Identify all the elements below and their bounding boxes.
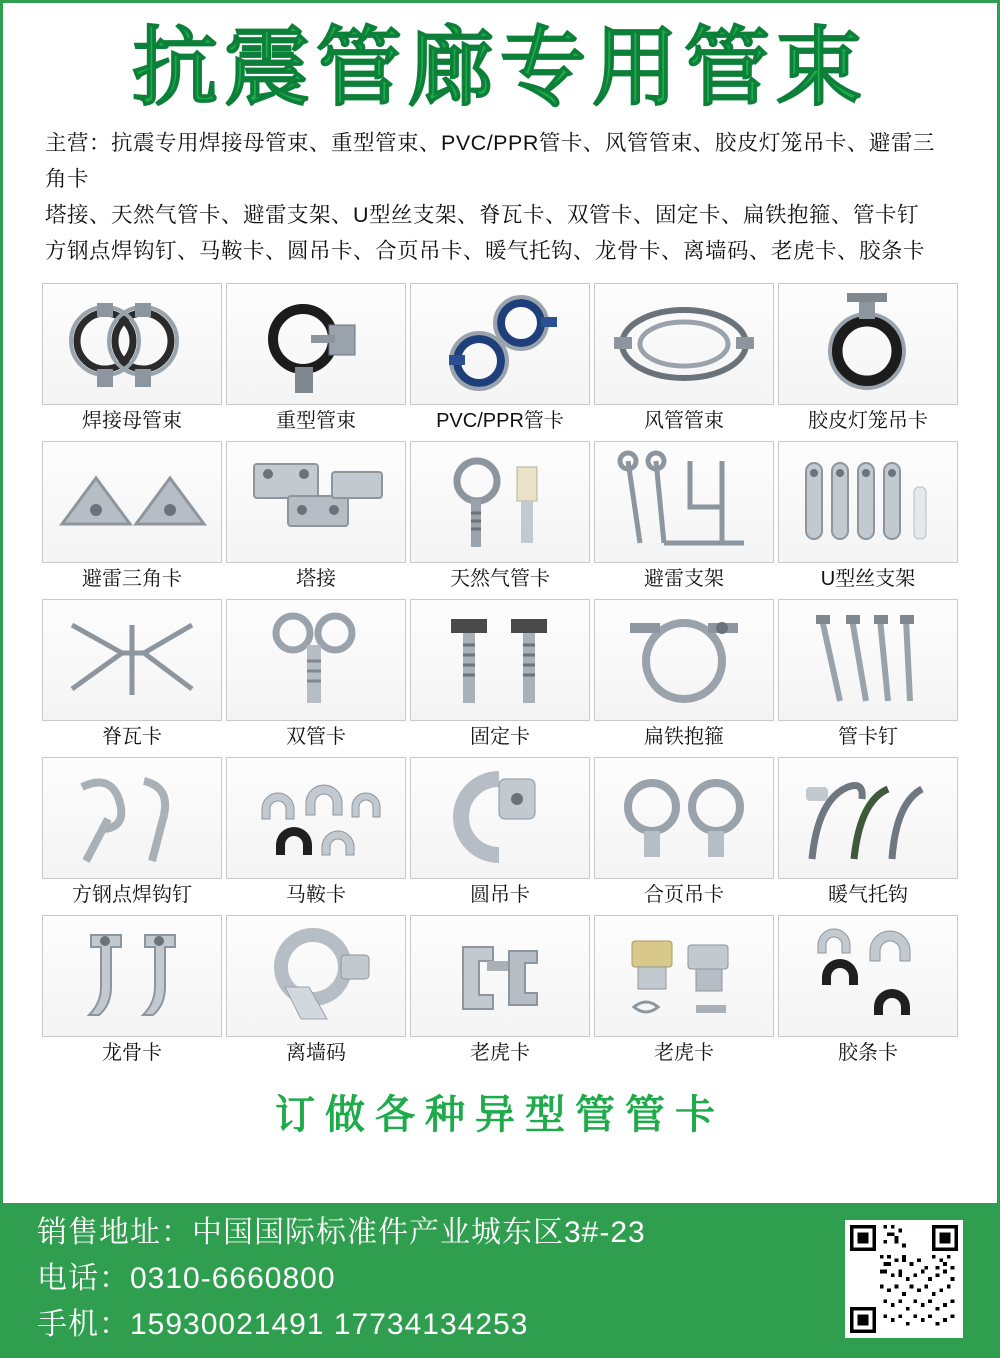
product-cell[interactable] [594, 599, 774, 753]
clamp-screw-icon [778, 599, 958, 721]
tiger-clip-icon [410, 915, 590, 1037]
tiger-clip-2-icon [594, 915, 774, 1037]
product-caption: 胶皮灯笼吊卡 [808, 410, 928, 432]
product-cell[interactable] [42, 915, 222, 1069]
product-cell[interactable] [42, 599, 222, 753]
phone-line: 电话：0310-6660800 [37, 1262, 336, 1295]
qr-code[interactable] [845, 1220, 963, 1338]
product-caption: 老虎卡 [654, 1042, 714, 1064]
product-cell[interactable] [410, 599, 590, 753]
contact-lines [37, 1210, 827, 1348]
rubber-strip-clip-icon [778, 915, 958, 1037]
page-title: 抗震管廊专用管束 [132, 18, 868, 118]
intro-line-1: 主营：抗震专用焊接母管束、重型管束、PVC/PPR管卡、风管管束、胶皮灯笼吊卡、避雷三角卡 [45, 131, 935, 191]
contact-footer [3, 1203, 997, 1355]
saddle-clip-icon [226, 757, 406, 879]
product-cell[interactable] [226, 915, 406, 1069]
fixed-clamp-icon [410, 599, 590, 721]
product-caption: 双管卡 [286, 726, 346, 748]
product-cell[interactable] [594, 915, 774, 1069]
product-caption: 合页吊卡 [644, 884, 724, 906]
product-caption: 龙骨卡 [102, 1042, 162, 1064]
ridge-clip-icon [42, 599, 222, 721]
product-cell[interactable] [410, 283, 590, 437]
product-cell[interactable] [226, 441, 406, 595]
product-caption: 天然气管卡 [450, 568, 550, 590]
product-caption: U型丝支架 [820, 568, 916, 590]
intro-line-3: 方钢点焊钩钉、马鞍卡、圆吊卡、合页吊卡、暖气托钩、龙骨卡、离墙码、老虎卡、胶条卡 [45, 239, 926, 263]
product-caption: 马鞍卡 [286, 884, 346, 906]
wall-standoff-icon [226, 915, 406, 1037]
product-caption: 方钢点焊钩钉 [72, 884, 192, 906]
product-cell[interactable] [594, 757, 774, 911]
flat-hoop-icon [594, 599, 774, 721]
product-cell[interactable] [226, 757, 406, 911]
product-cell[interactable] [42, 441, 222, 595]
address-line: 销售地址：中国国际标准件产业城东区3#-23 [37, 1216, 646, 1249]
product-caption: 焊接母管束 [82, 410, 182, 432]
radiator-hook-icon [778, 757, 958, 879]
product-cell[interactable] [226, 599, 406, 753]
pipe-clamp-icon [42, 283, 222, 405]
product-caption: 脊瓦卡 [102, 726, 162, 748]
hinge-hanger-icon [594, 757, 774, 879]
product-cell[interactable] [778, 757, 958, 911]
product-caption: 避雷三角卡 [82, 568, 182, 590]
product-caption: 风管管束 [644, 410, 724, 432]
splice-plate-icon [226, 441, 406, 563]
product-caption: 胶条卡 [838, 1042, 898, 1064]
product-cell[interactable] [594, 283, 774, 437]
product-caption: 暖气托钩 [828, 884, 908, 906]
product-cell[interactable] [410, 757, 590, 911]
product-grid [42, 283, 958, 1069]
mobile-line: 手机：15930021491 17734134253 [37, 1308, 529, 1341]
product-caption: 固定卡 [470, 726, 530, 748]
product-caption: 老虎卡 [470, 1042, 530, 1064]
product-cell[interactable] [778, 599, 958, 753]
product-cell[interactable] [42, 283, 222, 437]
rubber-hanger-icon [778, 283, 958, 405]
pvc-clamp-icon [410, 283, 590, 405]
product-cell[interactable] [594, 441, 774, 595]
heavy-clamp-icon [226, 283, 406, 405]
product-caption: PVC/PPR管卡 [436, 410, 564, 432]
double-clamp-icon [226, 599, 406, 721]
product-caption: 塔接 [296, 568, 336, 590]
product-cell[interactable] [778, 441, 958, 595]
product-cell[interactable] [410, 441, 590, 595]
product-caption: 避雷支架 [644, 568, 724, 590]
product-caption: 离墙码 [286, 1042, 346, 1064]
product-cell[interactable] [226, 283, 406, 437]
intro-line-2: 塔接、天然气管卡、避雷支架、U型丝支架、脊瓦卡、双管卡、固定卡、扁铁抱箍、管卡钉 [45, 203, 920, 227]
intro-paragraph [3, 125, 997, 269]
product-caption: 重型管束 [276, 410, 356, 432]
product-cell[interactable] [778, 283, 958, 437]
slogan: 订做各种异型管管卡 [275, 1092, 725, 1138]
round-hanger-icon [410, 757, 590, 879]
lightning-bracket-icon [594, 441, 774, 563]
triangle-plate-icon [42, 441, 222, 563]
gas-clamp-icon [410, 441, 590, 563]
product-cell[interactable] [410, 915, 590, 1069]
product-cell[interactable] [778, 915, 958, 1069]
product-caption: 圆吊卡 [470, 884, 530, 906]
duct-clamp-icon [594, 283, 774, 405]
keel-clip-icon [42, 915, 222, 1037]
product-caption: 管卡钉 [838, 726, 898, 748]
product-cell[interactable] [42, 757, 222, 911]
product-caption: 扁铁抱箍 [644, 726, 724, 748]
welded-hook-icon [42, 757, 222, 879]
u-bolt-icon [778, 441, 958, 563]
